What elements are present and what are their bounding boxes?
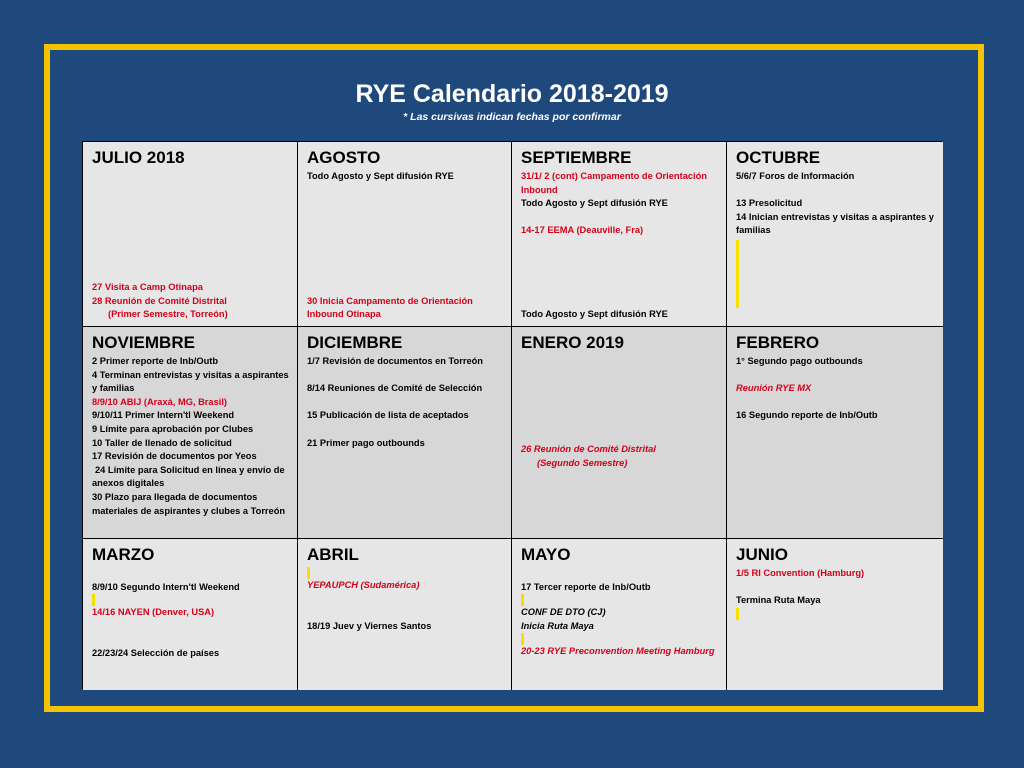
month-title: FEBRERO xyxy=(736,333,820,352)
event-item: Reunión RYE MX xyxy=(736,383,812,394)
event-item: 18/19 Juev y Viernes Santos xyxy=(307,620,432,631)
event-item: (Primer Semestre, Torreón) xyxy=(108,309,228,320)
event-item: 14 Inician entrevistas y visitas a aspirantes y familias xyxy=(736,211,934,236)
event-item: 24 Límite para Solicitud en línea y envío de anexos digitales xyxy=(92,464,285,489)
month-title: MARZO xyxy=(92,545,155,564)
event-item: 28 Reunión de Comité Distrital xyxy=(92,295,227,306)
event-item: 22/23/24 Selección de países xyxy=(92,647,220,658)
event-item: 5/6/7 Foros de Información xyxy=(736,171,855,181)
calendar-grid xyxy=(82,141,942,689)
highlight-marker xyxy=(736,240,739,308)
highlight-marker xyxy=(521,594,524,606)
event-item: 1° Segundo pago outbounds xyxy=(736,356,863,366)
month-cell-octubre xyxy=(727,142,943,327)
event-item: (Segundo Semestre) xyxy=(537,457,628,468)
event-item: Todo Agosto y Sept difusión RYE xyxy=(521,198,668,209)
event-item: 17 Revisión de documentos por Yeos xyxy=(92,451,257,462)
event-item: 2 Primer reporte de Inb/Outb xyxy=(92,356,219,366)
event-item: 30 Plazo para llegada de documentos materiales de aspirantes y clubes a Torreón xyxy=(92,491,286,516)
event-item: Todo Agosto y Sept difusión RYE xyxy=(521,309,668,320)
event-item: 15 Publicación de lista de aceptados xyxy=(307,410,469,421)
month-cell-diciembre xyxy=(298,327,512,539)
event-item: 30 Inicia Campamento de Orientación Inbound Otinapa xyxy=(307,295,473,320)
highlight-marker xyxy=(307,567,310,579)
month-cell-junio xyxy=(727,539,943,690)
month-cell-enero xyxy=(512,327,727,539)
event-item: 21 Primer pago outbounds xyxy=(307,437,425,448)
month-title: OCTUBRE xyxy=(736,148,821,167)
month-cell-abril xyxy=(298,539,512,690)
page-subtitle: * Las cursivas indican fechas por confirmar xyxy=(403,111,621,123)
highlight-marker xyxy=(92,594,95,606)
page-title: RYE Calendario 2018-2019 xyxy=(355,80,669,108)
month-cell-julio xyxy=(83,142,298,327)
event-item: 17 Tercer reporte de Inb/Outb xyxy=(521,581,651,592)
month-cell-mayo xyxy=(512,539,727,690)
event-item: 1/5 RI Convention (Hamburg) xyxy=(736,568,865,578)
event-item: 27 Visita a Camp Otinapa xyxy=(92,282,203,293)
event-item: 14/16 NAYEN (Denver, USA) xyxy=(92,607,215,618)
event-item: 8/14 Reuniones de Comité de Selección xyxy=(307,383,483,394)
event-item: 20-23 RYE Preconvention Meeting Hamburg xyxy=(521,646,715,657)
event-item: 16 Segundo reporte de Inb/Outb xyxy=(736,410,878,421)
highlight-marker xyxy=(521,633,524,645)
event-group xyxy=(307,295,503,322)
month-title: JULIO 2018 xyxy=(92,148,185,167)
event-item: YEPAUPCH (Sudamérica) xyxy=(307,580,420,590)
month-cell-noviembre xyxy=(83,327,298,539)
event-item: 8/9/10 Segundo Intern'tl Weekend xyxy=(92,581,240,592)
event-group xyxy=(521,308,718,322)
event-item: 26 Reunión de Comité Distrital xyxy=(521,444,656,454)
month-cell-marzo xyxy=(83,539,298,690)
event-item: Termina Ruta Maya xyxy=(736,595,821,606)
month-cell-agosto xyxy=(298,142,512,327)
event-item: 13 Presolicitud xyxy=(736,198,803,209)
event-item: 14-17 EEMA (Deauville, Fra) xyxy=(521,225,644,236)
month-title: ABRIL xyxy=(307,545,359,564)
event-item: 10 Taller de llenado de solicitud xyxy=(92,437,232,448)
event-item: 8/9/10 ABIJ (Araxá, MG, Brasil) xyxy=(92,396,228,407)
month-title: JUNIO xyxy=(736,545,788,564)
month-title: AGOSTO xyxy=(307,148,381,167)
month-cell-septiembre xyxy=(512,142,727,327)
month-title: DICIEMBRE xyxy=(307,333,403,352)
month-cell-febrero xyxy=(727,327,943,539)
highlight-marker xyxy=(736,608,739,620)
event-item: CONF DE DTO (CJ) xyxy=(521,607,606,618)
month-title: NOVIEMBRE xyxy=(92,333,195,352)
month-title: SEPTIEMBRE xyxy=(521,148,632,167)
event-item: 31/1/ 2 (cont) Campamento de Orientación Inbound xyxy=(521,171,707,195)
event-item: 9/10/11 Primer Intern'tl Weekend xyxy=(92,410,235,421)
event-group xyxy=(92,281,289,322)
event-item: 1/7 Revisión de documentos en Torreón xyxy=(307,356,483,366)
month-title: MAYO xyxy=(521,545,571,564)
event-item: 9 Límite para aprobación por Clubes xyxy=(92,423,254,434)
event-item: 4 Terminan entrevistas y visitas a aspirantes y familias xyxy=(92,369,289,394)
month-title: ENERO 2019 xyxy=(521,333,624,352)
event-item: Inicia Ruta Maya xyxy=(521,620,594,631)
event-item: Todo Agosto y Sept difusión RYE xyxy=(307,171,454,181)
